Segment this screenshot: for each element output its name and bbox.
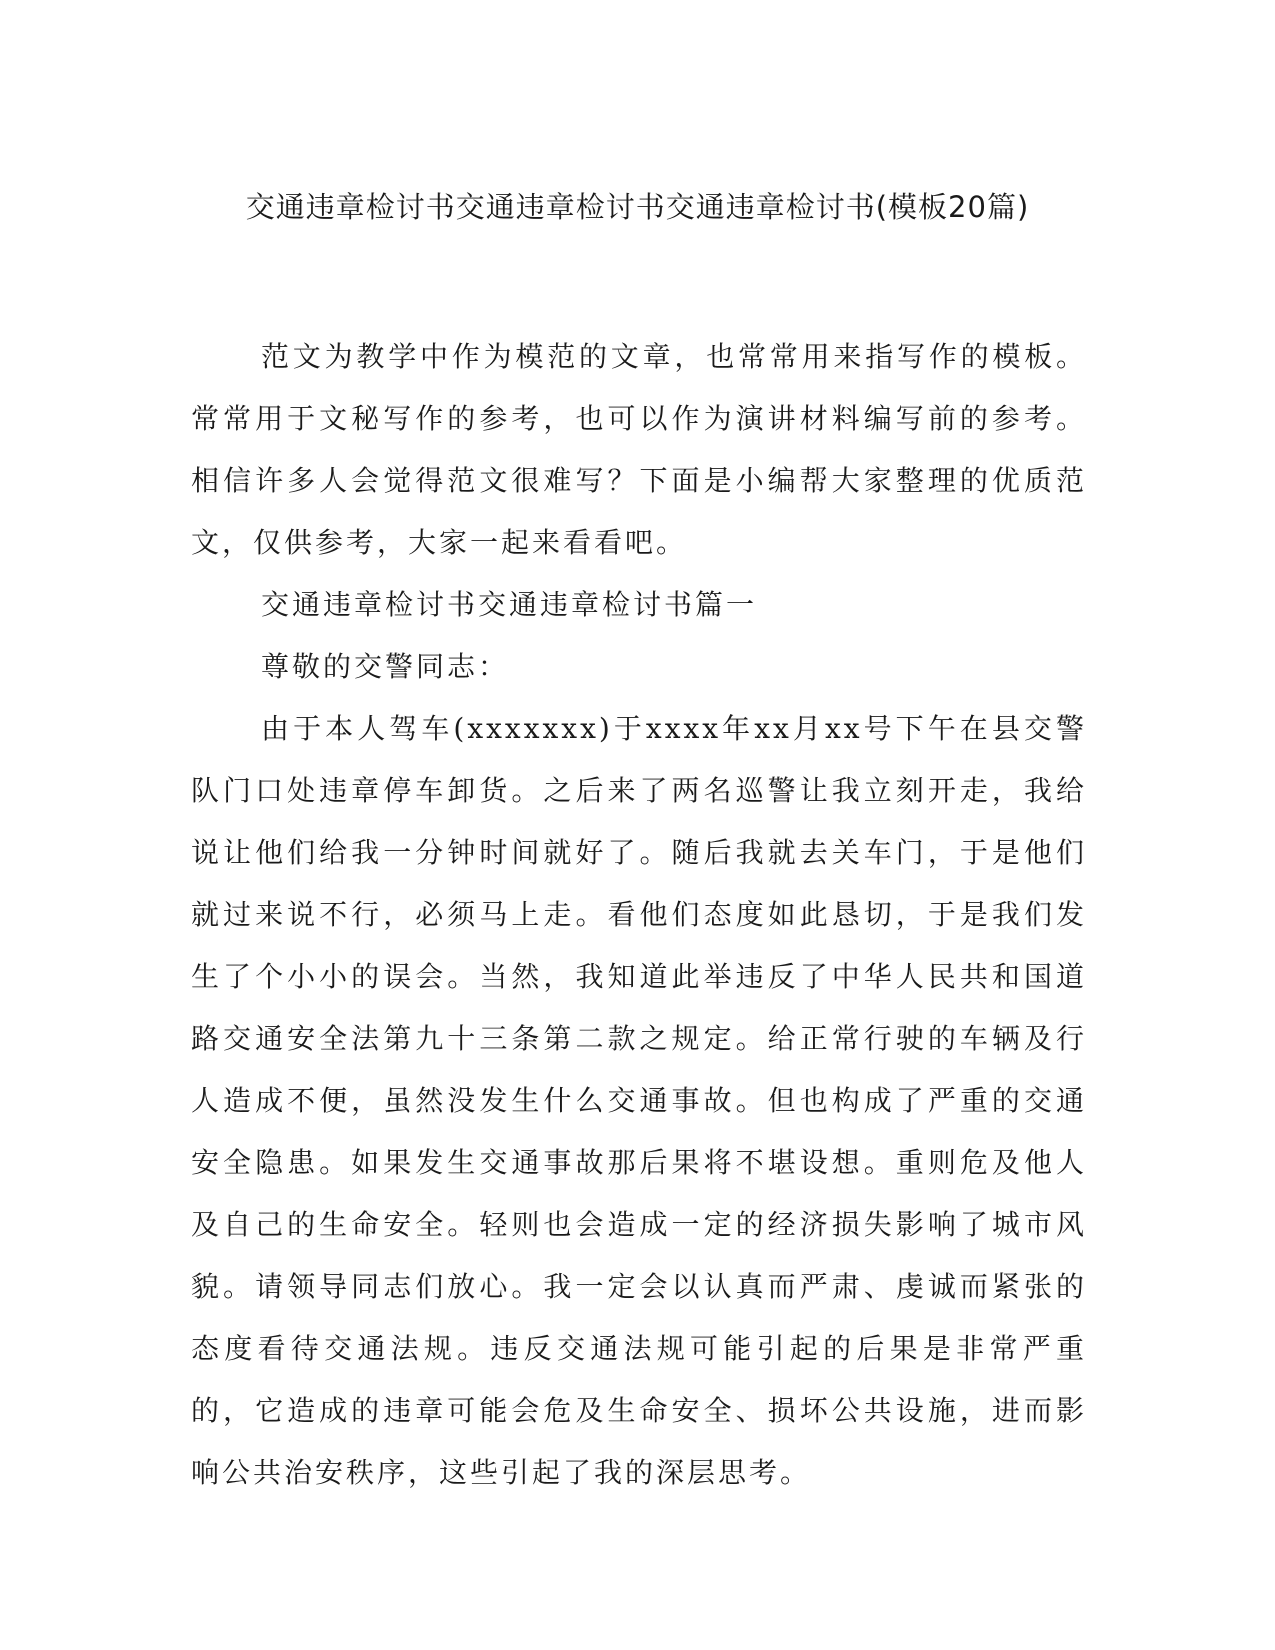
intro-paragraph: 范文为教学中作为模范的文章，也常常用来指写作的模板。常常用于文秘写作的参考，也可以作为演讲材料编写前的参考。相信许多人会觉得范文很难写？下面是小编帮大家整理的优质范文，仅供参考，大家一起来看看吧。 bbox=[191, 340, 1087, 559]
section-heading: 交通违章检讨书交通违章检讨书篇一 bbox=[261, 588, 758, 621]
body-paragraph: 由于本人驾车(xxxxxxx)于xxxx年xx月xx号下午在县交警队门口处违章停车卸货。之后来了两名巡警让我立刻开走，我给说让他们给我一分钟时间就好了。随后我就去关车门，于是他们就过来说不行，必须马上走。看他们态度如此恳切，于是我们发生了个小小的误会。当然，我知道此举违反了中华人民共和国道路交通安全法第九十三条第二款之规定。给正常行驶的车辆及行人造成不便，虽然没发生什么交通事故。但也构成了严重的交通安全隐患。如果发生交通事故那后果将不堪设想。重则危及他人及自己的生命安全。轻则也会造成一定的经济损失影响了城市风貌。请领导同志们放心。我一定会以认真而严肃、虔诚而紧张的态度看待交通法规。违反交通法规可能引起的后果是非常严重的，它造成的违章可能会危及生命安全、损坏公共设施，进而影响公共治安秩序，这些引起了我的深层思考。 bbox=[191, 712, 1087, 1489]
document-body bbox=[191, 326, 1087, 1504]
document-title: 交通违章检讨书交通违章检讨书交通违章检讨书(模板20篇) bbox=[245, 190, 1030, 224]
salutation: 尊敬的交警同志： bbox=[261, 650, 510, 683]
